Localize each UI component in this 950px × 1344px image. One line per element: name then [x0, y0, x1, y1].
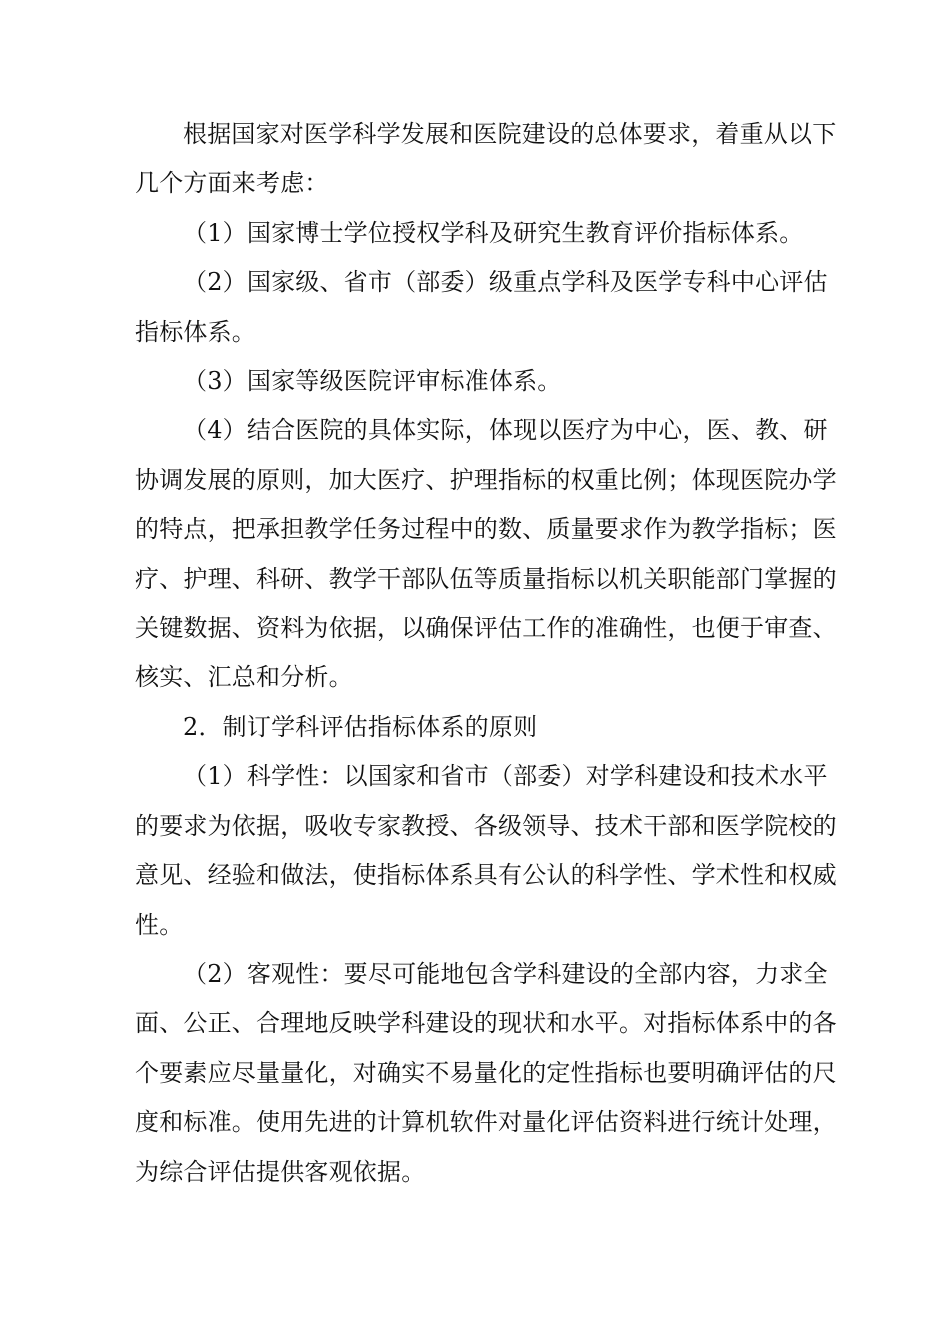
paragraph-item-1: （1）国家博士学位授权学科及研究生教育评价指标体系。 [183, 218, 804, 247]
paragraph-intro: 根据国家对医学科学发展和医院建设的总体要求，着重从以下几个方面来考虑： [135, 120, 837, 198]
section-heading: 2．制订学科评估指标体系的原则 [183, 712, 538, 741]
principle-scientific: （1）科学性：以国家和省市（部委）对学科建设和技术水平的要求为依据，吸收专家教授、各级领导、技术干部和医学院校的意见、经验和做法，使指标体系具有公认的科学性、学术性和权威性。 [135, 762, 837, 939]
paragraph-item-4: （4）结合医院的具体实际，体现以医疗为中心，医、教、研协调发展的原则，加大医疗、护理指标的权重比例；体现医院办学的特点，把承担教学任务过程中的数、质量要求作为教学指标；医疗、护理、科研、教学干部队伍等质量指标以机关职能部门掌握的关键数据、资料为依据，以确保评估工作的准确性，也便于审查、核实、汇总和分析。 [135, 416, 837, 692]
document-body [135, 110, 840, 1197]
paragraph-item-3: （3）国家等级医院评审标准体系。 [183, 367, 562, 396]
paragraph-item-2: （2）国家级、省市（部委）级重点学科及医学专科中心评估指标体系。 [135, 268, 828, 346]
principle-objective: （2）客观性：要尽可能地包含学科建设的全部内容，力求全面、公正、合理地反映学科建设的现状和水平。对指标体系中的各个要素应尽量量化，对确实不易量化的定性指标也要明确评估的尺度和标准。使用先进的计算机软件对量化评估资料进行统计处理，为综合评估提供客观依据。 [135, 959, 837, 1186]
